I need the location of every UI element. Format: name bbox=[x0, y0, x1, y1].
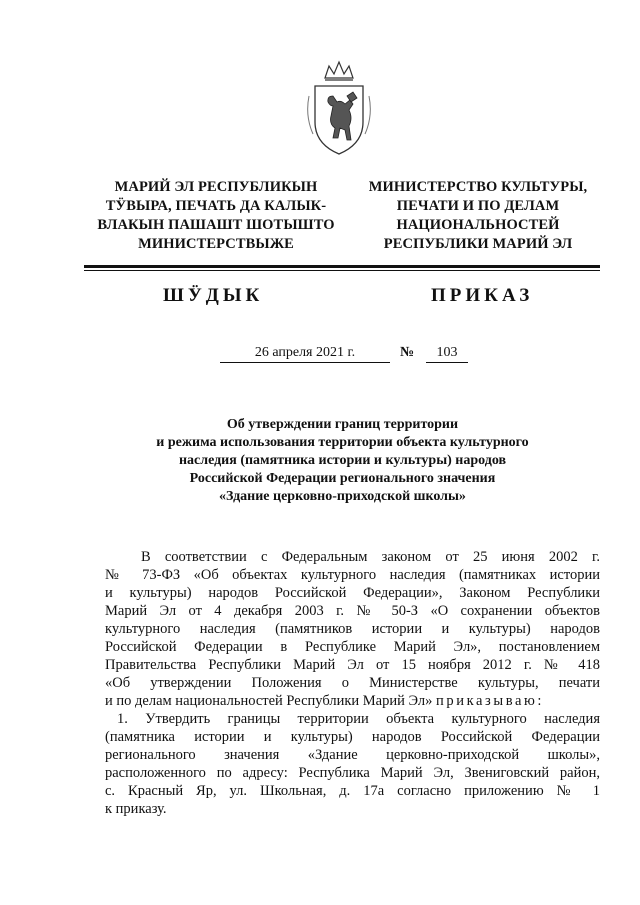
subject-line: и режима использования территории объекта культурного bbox=[156, 435, 529, 450]
org-line: МАРИЙ ЭЛ РЕСПУБЛИКЫН bbox=[114, 179, 318, 195]
body-line: Марий Эл от 4 декабря 2003 г. № 50-З «О сохранении объектов bbox=[105, 603, 600, 619]
number-sign: № bbox=[400, 345, 415, 360]
body-text: и по делам национальностей Республики Марий Эл» bbox=[105, 693, 436, 709]
org-line: ПЕЧАТИ И ПО ДЕЛАМ bbox=[396, 198, 560, 214]
body-line: № 73-ФЗ «Об объектах культурного наследия (памятниках истории bbox=[105, 567, 600, 583]
body-line: Правительства Республики Марий Эл от 15 ноября 2012 г. № 418 bbox=[105, 657, 600, 673]
body-line: культурного наследия (памятников истории и культуры) народов bbox=[105, 621, 600, 637]
body-line: регионального значения «Здание церковно-приходской школы», bbox=[105, 747, 600, 763]
order-verb: приказываю: bbox=[436, 693, 545, 709]
coat-of-arms-emblem bbox=[303, 56, 375, 160]
org-line: ТӰВЫРА, ПЕЧАТЬ ДА КАЛЫК- bbox=[105, 198, 327, 214]
coat-of-arms-icon bbox=[303, 56, 375, 160]
order-body bbox=[105, 548, 600, 818]
body-line: расположенного по адресу: Республика Марий Эл, Звениговский район, bbox=[105, 765, 600, 781]
body-line: (памятника истории и культуры) народов Российской Федерации bbox=[105, 729, 600, 745]
body-line: «Об утверждении Положения о Министерстве культуры, печати bbox=[105, 675, 600, 691]
subject-line: Российской Федерации регионального значения bbox=[189, 471, 496, 486]
org-line: НАЦИОНАЛЬНОСТЕЙ bbox=[396, 217, 560, 233]
body-line: к приказу. bbox=[105, 801, 167, 817]
doc-title-mari: ШӰДЫК bbox=[163, 285, 264, 306]
org-line: ВЛАКЫН ПАШАШТ ШОТЫШТО bbox=[97, 217, 335, 233]
body-line: с. Красный Яр, ул. Школьная, д. 17а согласно приложению № 1 bbox=[105, 783, 600, 799]
order-subject bbox=[95, 416, 590, 506]
org-name-russian bbox=[353, 178, 603, 254]
org-line: МИНИСТЕРСТВО КУЛЬТУРЫ, bbox=[368, 179, 588, 195]
body-line: Российской Федерации в Республике Марий Эл», постановлением bbox=[105, 639, 600, 655]
org-name-mari bbox=[96, 178, 336, 254]
doc-title-russian: ПРИКАЗ bbox=[431, 285, 534, 306]
body-line: В соответствии с Федеральным законом от 25 июня 2002 г. bbox=[141, 549, 600, 565]
body-line: и культуры) народов Российской Федерации», Законом Республики bbox=[105, 585, 600, 601]
body-line: 1. Утвердить границы территории объекта культурного наследия bbox=[117, 711, 600, 727]
org-line: РЕСПУБЛИКИ МАРИЙ ЭЛ bbox=[383, 236, 573, 252]
subject-line: Об утверждении границ территории bbox=[226, 417, 459, 432]
org-line: МИНИСТЕРСТВЫЖЕ bbox=[138, 236, 294, 252]
body-line bbox=[105, 692, 600, 710]
subject-line: наследия (памятника истории и культуры) народов bbox=[178, 453, 507, 468]
order-number: 103 bbox=[426, 345, 468, 363]
header-divider-thin bbox=[84, 270, 600, 271]
header-divider-thick bbox=[84, 265, 600, 268]
subject-line: «Здание церковно-приходской школы» bbox=[219, 489, 466, 504]
order-date: 26 апреля 2021 г. bbox=[220, 345, 390, 363]
